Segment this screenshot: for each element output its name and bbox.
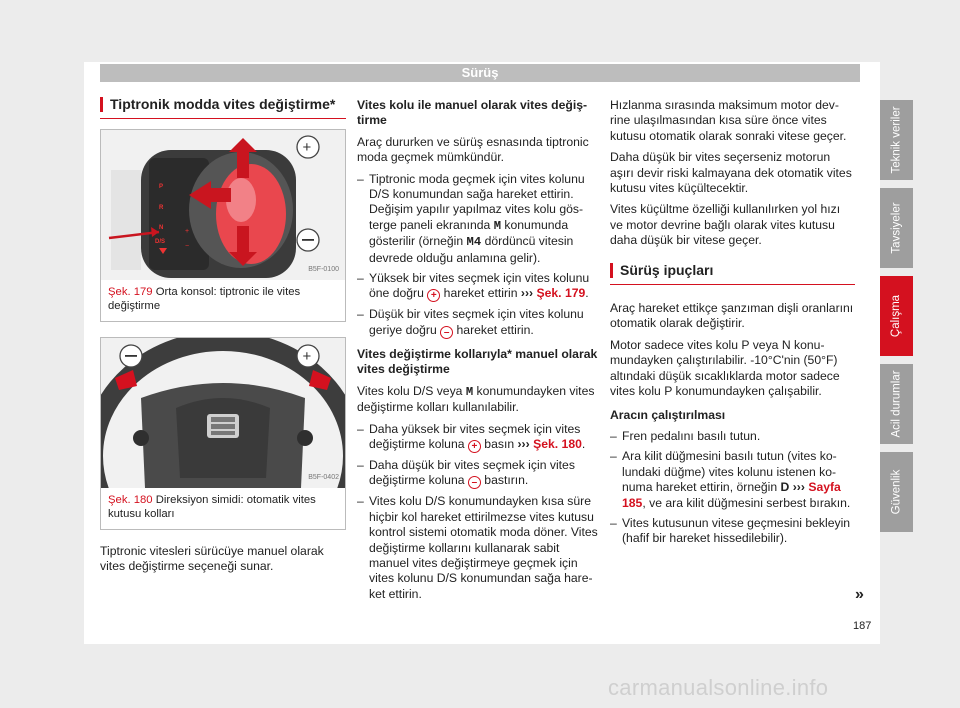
tab-advice[interactable]: Tavsiyeler — [880, 188, 913, 268]
plus-icon: + — [427, 289, 440, 302]
watermark: carmanualsonline.info — [608, 675, 829, 700]
figure-179 — [100, 129, 346, 322]
heading-starting: Aracın çalıştırılması — [610, 407, 726, 422]
list-item: – Yüksek bir vites seçmek için vites kolunu öne doğru + hareket ettirin ››› Şek. 179. — [357, 271, 601, 302]
tab-operation[interactable]: Çalışma — [880, 276, 913, 356]
figure-180 — [100, 337, 346, 530]
page-number: 187 — [853, 620, 872, 632]
figure-180-caption: Şek. 180 Direksiyon simidi: otomatik vites kutusu kolları — [108, 494, 316, 520]
section-rule — [100, 118, 346, 119]
gear-label-minus: − — [185, 243, 190, 251]
plus-callout: + — [302, 348, 312, 365]
steering-wheel-illustration — [101, 338, 345, 488]
gear-label-plus: + — [185, 228, 190, 236]
column-2 — [357, 98, 601, 607]
tab-technical-data[interactable]: Teknik veriler — [880, 100, 913, 180]
figure-link[interactable]: Şek. 179 — [536, 286, 586, 301]
chapter-tabs — [880, 100, 913, 540]
column-1 — [100, 97, 346, 580]
tab-safety[interactable]: Güvenlik — [880, 452, 913, 532]
plus-icon: + — [468, 440, 481, 453]
figure-179-image — [101, 130, 345, 280]
figure-179-caption: Şek. 179 Orta konsol: tiptronic ile vites değiştirme — [108, 286, 301, 313]
page-link[interactable]: Sayfa 185 — [622, 480, 841, 510]
paragraph: Araç dururken ve sürüş esnasında tiptronic moda geçmek mümkündür. — [357, 134, 589, 165]
continued-icon: » — [855, 586, 864, 603]
list-item: – Daha yüksek bir vites seçmek için vites değiştirme koluna + basın ››› Şek. 180. — [357, 422, 601, 453]
intro-paragraph: Tiptronic vitesleri sürücüye manuel olarak vites değiştirme seçeneği sunar. — [100, 543, 324, 573]
paragraph: Hızlanma sırasında maksimum motor devrine ulaşılmasından kısa süre önce vites kutusu otomatik olarak sonraki vitese geçer. — [610, 98, 847, 143]
paragraph: Vites kolu D/S veya M konumundayken vites değiştirme kolları kullanılabilir. — [357, 383, 595, 415]
column-3 — [610, 98, 855, 552]
list-item: – Tiptronic moda geçmek için vites kolunu D/S konumundan sağa hareket ettirin. Değişim yapılır yapılmaz vites kolu gösterge paneli ekranında M konumunda gösterilir (örneğin M4 dördüncü vitesin devrede olduğu anlamına gelir). — [357, 172, 601, 266]
figure-code: B5F-0402 — [308, 473, 339, 481]
paragraph: Daha düşük bir vites seçerseniz motorun aşırı devir riski kalmayana dek otomatik vites kutusu vites küçültecektir. — [610, 150, 852, 196]
heading-manual-lever: Vites kolu ile manuel olarak vites değiştirme — [357, 98, 588, 128]
figure-link[interactable]: Şek. 180 — [533, 436, 582, 451]
paragraph: Vites küçültme özelliği kullanılırken yol hızı ve motor devrine bağlı olarak vites kutusu daha düşük bir vitese geçer. — [610, 202, 841, 248]
figure-180-image — [101, 338, 345, 488]
gear-label-ds: D/S — [155, 239, 166, 246]
list-item: – Daha düşük bir vites seçmek için vites değiştirme koluna – bastırın. — [357, 458, 601, 489]
gear-label-n: N — [159, 225, 164, 232]
figure-code: B5F-0100 — [308, 266, 339, 273]
gear-label-p: P — [159, 184, 164, 191]
gear-lever-illustration — [101, 130, 345, 280]
gear-label-r: R — [159, 205, 164, 212]
section-title-tiptronic: Tiptronik modda vites değiştirme* — [100, 97, 346, 112]
list-item: – Fren pedalını basılı tutun. — [610, 429, 855, 444]
list-item: – Düşük bir vites seçmek için vites kolunu geriye doğru – hareket ettirin. — [357, 307, 601, 338]
list-item: – Vites kolu D/S konumundayken kısa süre hiçbir kol hareket ettirilmezse vites kutusu kontrol sistemi otomatik moda döner. Vites değiştirme kollarını kullanarak sabit manuel vites değiştirmeye geçmek için vites kolunu D/S konumundan sağa hareket ettirin. — [357, 494, 601, 602]
heading-paddles: Vites değiştirme kollarıyla* manuel olarak vites değiştirme — [357, 346, 598, 377]
paragraph: Motor sadece vites kolu P veya N konumundayken çalıştırılabilir. -10°C'nin (50°F) altındaki düşük sıcaklıklarda motor sadece vites kolu P konumundayken çalışabilir. — [610, 337, 840, 399]
minus-icon: – — [440, 326, 453, 339]
list-item: – Vites kutusunun vitese geçmesini bekleyin (hafif bir hareket hissedilebilir). — [610, 516, 855, 547]
paragraph: Araç hareket ettikçe şanzıman dişli oranlarını otomatik olarak değiştirir. — [610, 301, 854, 331]
list-item: – Ara kilit düğmesini basılı tutun (vites kolundaki düğme) vites kolunu istenen konuma hareket ettirin, örneğin D ››› Sayfa 185, ve ara kilit düğmesini serbest bırakın. — [610, 449, 855, 511]
tab-emergencies[interactable]: Acil durumlar — [880, 364, 913, 444]
minus-icon: – — [468, 476, 481, 489]
page-header: Sürüş — [100, 64, 860, 82]
section-rule — [610, 284, 855, 285]
plus-callout: + — [302, 139, 312, 157]
section-title-tips: Sürüş ipuçları — [610, 263, 855, 278]
